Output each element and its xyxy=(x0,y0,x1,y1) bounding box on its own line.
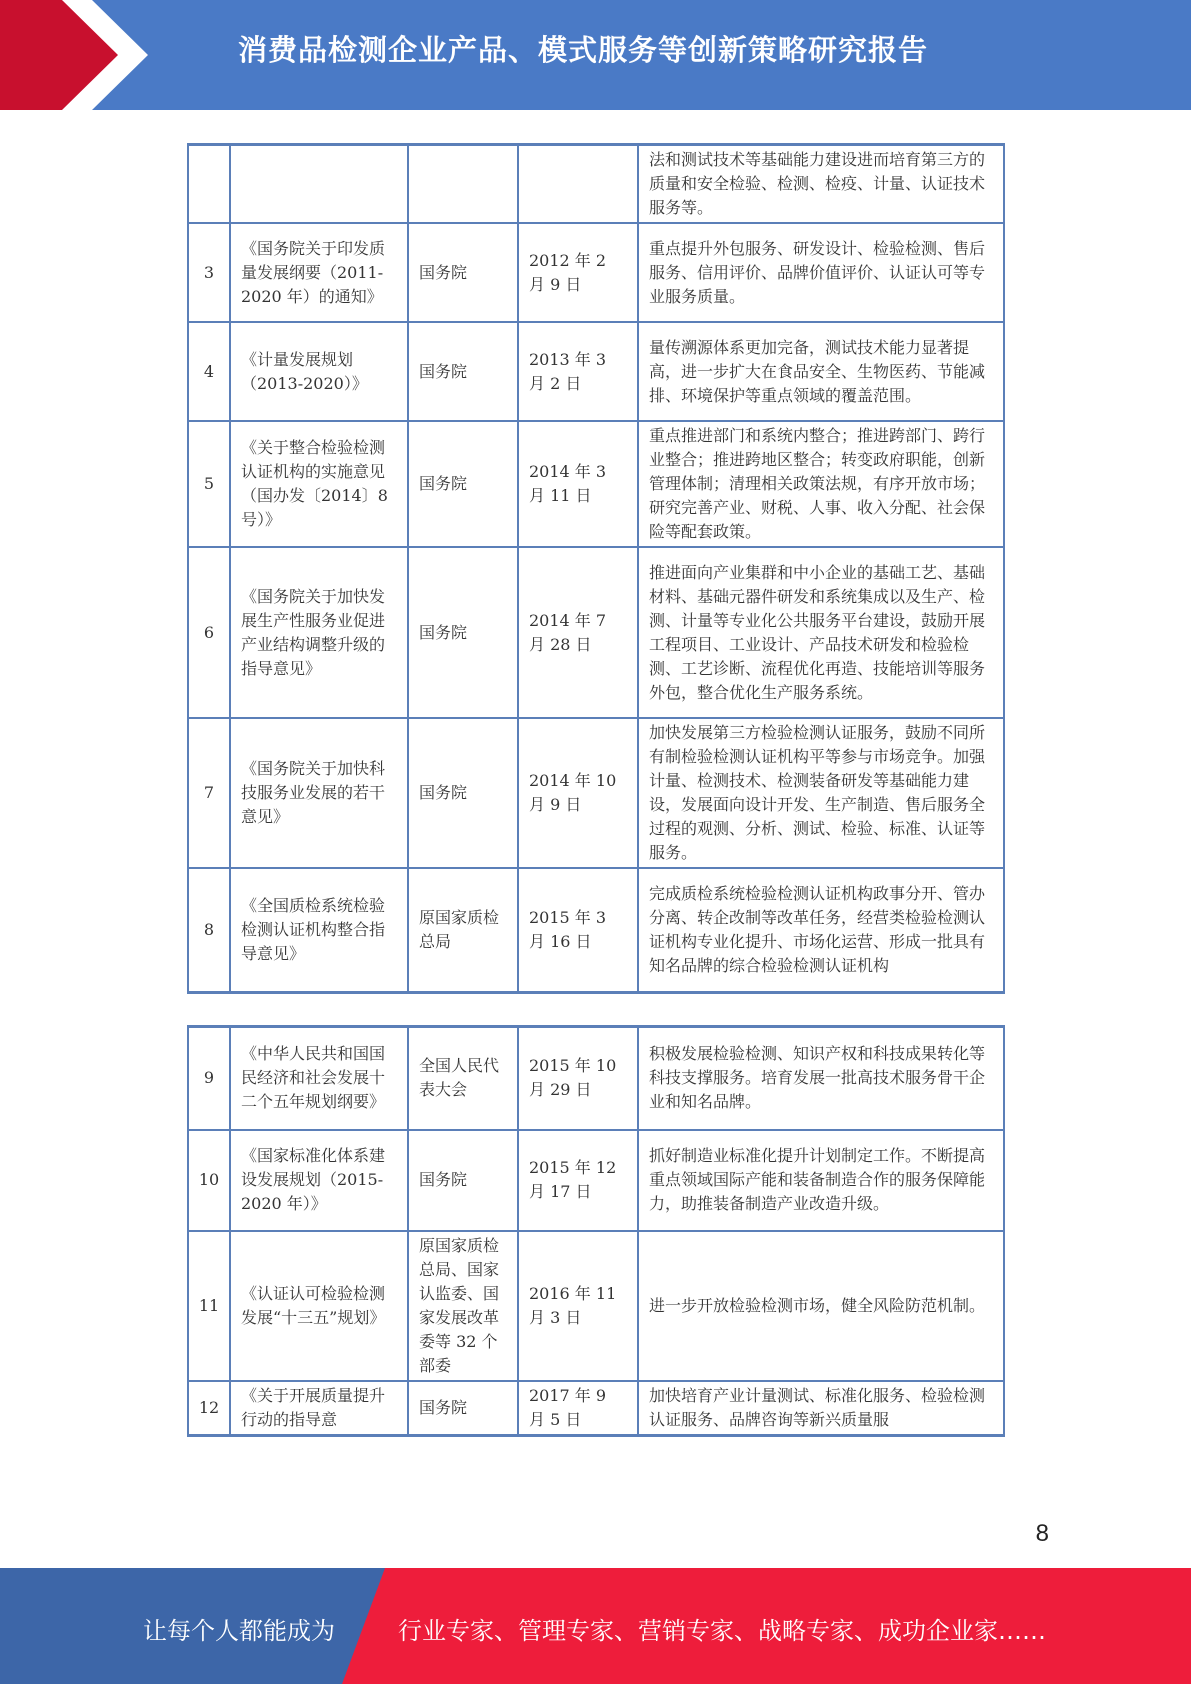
policy-issuer: 国务院 xyxy=(408,718,518,868)
policy-content: 抓好制造业标准化提升计划制定工作。不断提高重点领域国际产能和装备制造合作的服务保障能力，助推装备制造产业改造升级。 xyxy=(638,1130,1004,1231)
policy-issuer: 全国人民代表大会 xyxy=(408,1027,518,1130)
policy-issuer: 国务院 xyxy=(408,1381,518,1436)
row-index: 3 xyxy=(188,223,230,322)
policy-table-top xyxy=(187,143,1005,994)
table-row xyxy=(188,223,1004,322)
table-row xyxy=(188,322,1004,421)
policy-date: 2016 年 11 月 3 日 xyxy=(518,1231,638,1381)
page-number: 8 xyxy=(1035,1520,1049,1547)
policy-name: 《国务院关于加快科技服务业发展的若干意见》 xyxy=(230,718,408,868)
table-row xyxy=(188,547,1004,718)
page-footer xyxy=(0,1568,1191,1684)
policy-content: 重点提升外包服务、研发设计、检验检测、售后服务、信用评价、品牌价值评价、认证认可等专业服务质量。 xyxy=(638,223,1004,322)
policy-name: 《计量发展规划（2013-2020）》 xyxy=(230,322,408,421)
table-row xyxy=(188,1381,1004,1436)
footer-slogan-left: 让每个人都能成为 xyxy=(143,1617,335,1645)
policy-name xyxy=(230,145,408,224)
report-title: 消费品检测企业产品、模式服务等创新策略研究报告 xyxy=(238,33,929,67)
policy-date: 2017 年 9 月 5 日 xyxy=(518,1381,638,1436)
policy-date: 2012 年 2 月 9 日 xyxy=(518,223,638,322)
policy-issuer: 国务院 xyxy=(408,547,518,718)
page-header xyxy=(0,0,1191,110)
row-index: 8 xyxy=(188,868,230,992)
policy-table-bottom xyxy=(187,1025,1005,1437)
policy-date: 2014 年 3 月 11 日 xyxy=(518,421,638,547)
row-index: 11 xyxy=(188,1231,230,1381)
policy-name: 《国务院关于加快发展生产性服务业促进产业结构调整升级的指导意见》 xyxy=(230,547,408,718)
table-row xyxy=(188,1027,1004,1130)
footer-slogan-right: 行业专家、管理专家、营销专家、战略专家、成功企业家…… xyxy=(398,1617,1046,1645)
policy-date: 2015 年 12 月 17 日 xyxy=(518,1130,638,1231)
table-row xyxy=(188,1231,1004,1381)
policy-name: 《国务院关于印发质量发展纲要（2011-2020 年）的通知》 xyxy=(230,223,408,322)
policy-content: 积极发展检验检测、知识产权和科技成果转化等科技支撑服务。培育发展一批高技术服务骨干企业和知名品牌。 xyxy=(638,1027,1004,1130)
policy-date: 2014 年 10 月 9 日 xyxy=(518,718,638,868)
policy-issuer xyxy=(408,145,518,224)
row-index: 7 xyxy=(188,718,230,868)
table-row xyxy=(188,868,1004,992)
policy-name: 《关于开展质量提升行动的指导意 xyxy=(230,1381,408,1436)
row-index xyxy=(188,145,230,224)
policy-date: 2015 年 10 月 29 日 xyxy=(518,1027,638,1130)
policy-date: 2014 年 7 月 28 日 xyxy=(518,547,638,718)
policy-name: 《中华人民共和国国民经济和社会发展十二个五年规划纲要》 xyxy=(230,1027,408,1130)
table-row xyxy=(188,421,1004,547)
row-index: 6 xyxy=(188,547,230,718)
row-index: 4 xyxy=(188,322,230,421)
policy-issuer: 原国家质检总局 xyxy=(408,868,518,992)
policy-content: 法和测试技术等基础能力建设进而培育第三方的质量和安全检验、检测、检疫、计量、认证技术服务等。 xyxy=(638,145,1004,224)
policy-issuer: 原国家质检总局、国家认监委、国家发展改革委等 32 个部委 xyxy=(408,1231,518,1381)
policy-issuer: 国务院 xyxy=(408,1130,518,1231)
policy-name: 《认证认可检验检测发展“十三五”规划》 xyxy=(230,1231,408,1381)
policy-content: 量传溯源体系更加完备，测试技术能力显著提高，进一步扩大在食品安全、生物医药、节能减排、环境保护等重点领域的覆盖范围。 xyxy=(638,322,1004,421)
policy-content: 进一步开放检验检测市场，健全风险防范机制。 xyxy=(638,1231,1004,1381)
table-row xyxy=(188,718,1004,868)
table-row xyxy=(188,145,1004,224)
row-index: 10 xyxy=(188,1130,230,1231)
policy-issuer: 国务院 xyxy=(408,223,518,322)
table-row xyxy=(188,1130,1004,1231)
policy-name: 《全国质检系统检验检测认证机构整合指导意见》 xyxy=(230,868,408,992)
row-index: 12 xyxy=(188,1381,230,1436)
row-index: 9 xyxy=(188,1027,230,1130)
policy-content: 加快发展第三方检验检测认证服务，鼓励不同所有制检验检测认证机构平等参与市场竞争。加强计量、检测技术、检测装备研发等基础能力建设，发展面向设计开发、生产制造、售后服务全过程的观测、分析、测试、检验、标准、认证等服务。 xyxy=(638,718,1004,868)
policy-content: 完成质检系统检验检测认证机构政事分开、管办分离、转企改制等改革任务，经营类检验检测认证机构专业化提升、市场化运营、形成一批具有知名品牌的综合检验检测认证机构 xyxy=(638,868,1004,992)
policy-issuer: 国务院 xyxy=(408,322,518,421)
policy-name: 《国家标准化体系建设发展规划（2015-2020 年）》 xyxy=(230,1130,408,1231)
policy-date: 2013 年 3 月 2 日 xyxy=(518,322,638,421)
policy-content: 加快培育产业计量测试、标准化服务、检验检测认证服务、品牌咨询等新兴质量服 xyxy=(638,1381,1004,1436)
policy-issuer: 国务院 xyxy=(408,421,518,547)
policy-date: 2015 年 3 月 16 日 xyxy=(518,868,638,992)
policy-content: 推进面向产业集群和中小企业的基础工艺、基础材料、基础元器件研发和系统集成以及生产、检测、计量等专业化公共服务平台建设，鼓励开展工程项目、工业设计、产品技术研发和检验检测、工艺诊断、流程优化再造、技能培训等服务外包，整合优化生产服务系统。 xyxy=(638,547,1004,718)
policy-name: 《关于整合检验检测认证机构的实施意见（国办发〔2014〕8 号）》 xyxy=(230,421,408,547)
policy-content: 重点推进部门和系统内整合；推进跨部门、跨行业整合；推进跨地区整合；转变政府职能，创新管理体制；清理相关政策法规，有序开放市场；研究完善产业、财税、人事、收入分配、社会保险等配套政策。 xyxy=(638,421,1004,547)
row-index: 5 xyxy=(188,421,230,547)
policy-date xyxy=(518,145,638,224)
